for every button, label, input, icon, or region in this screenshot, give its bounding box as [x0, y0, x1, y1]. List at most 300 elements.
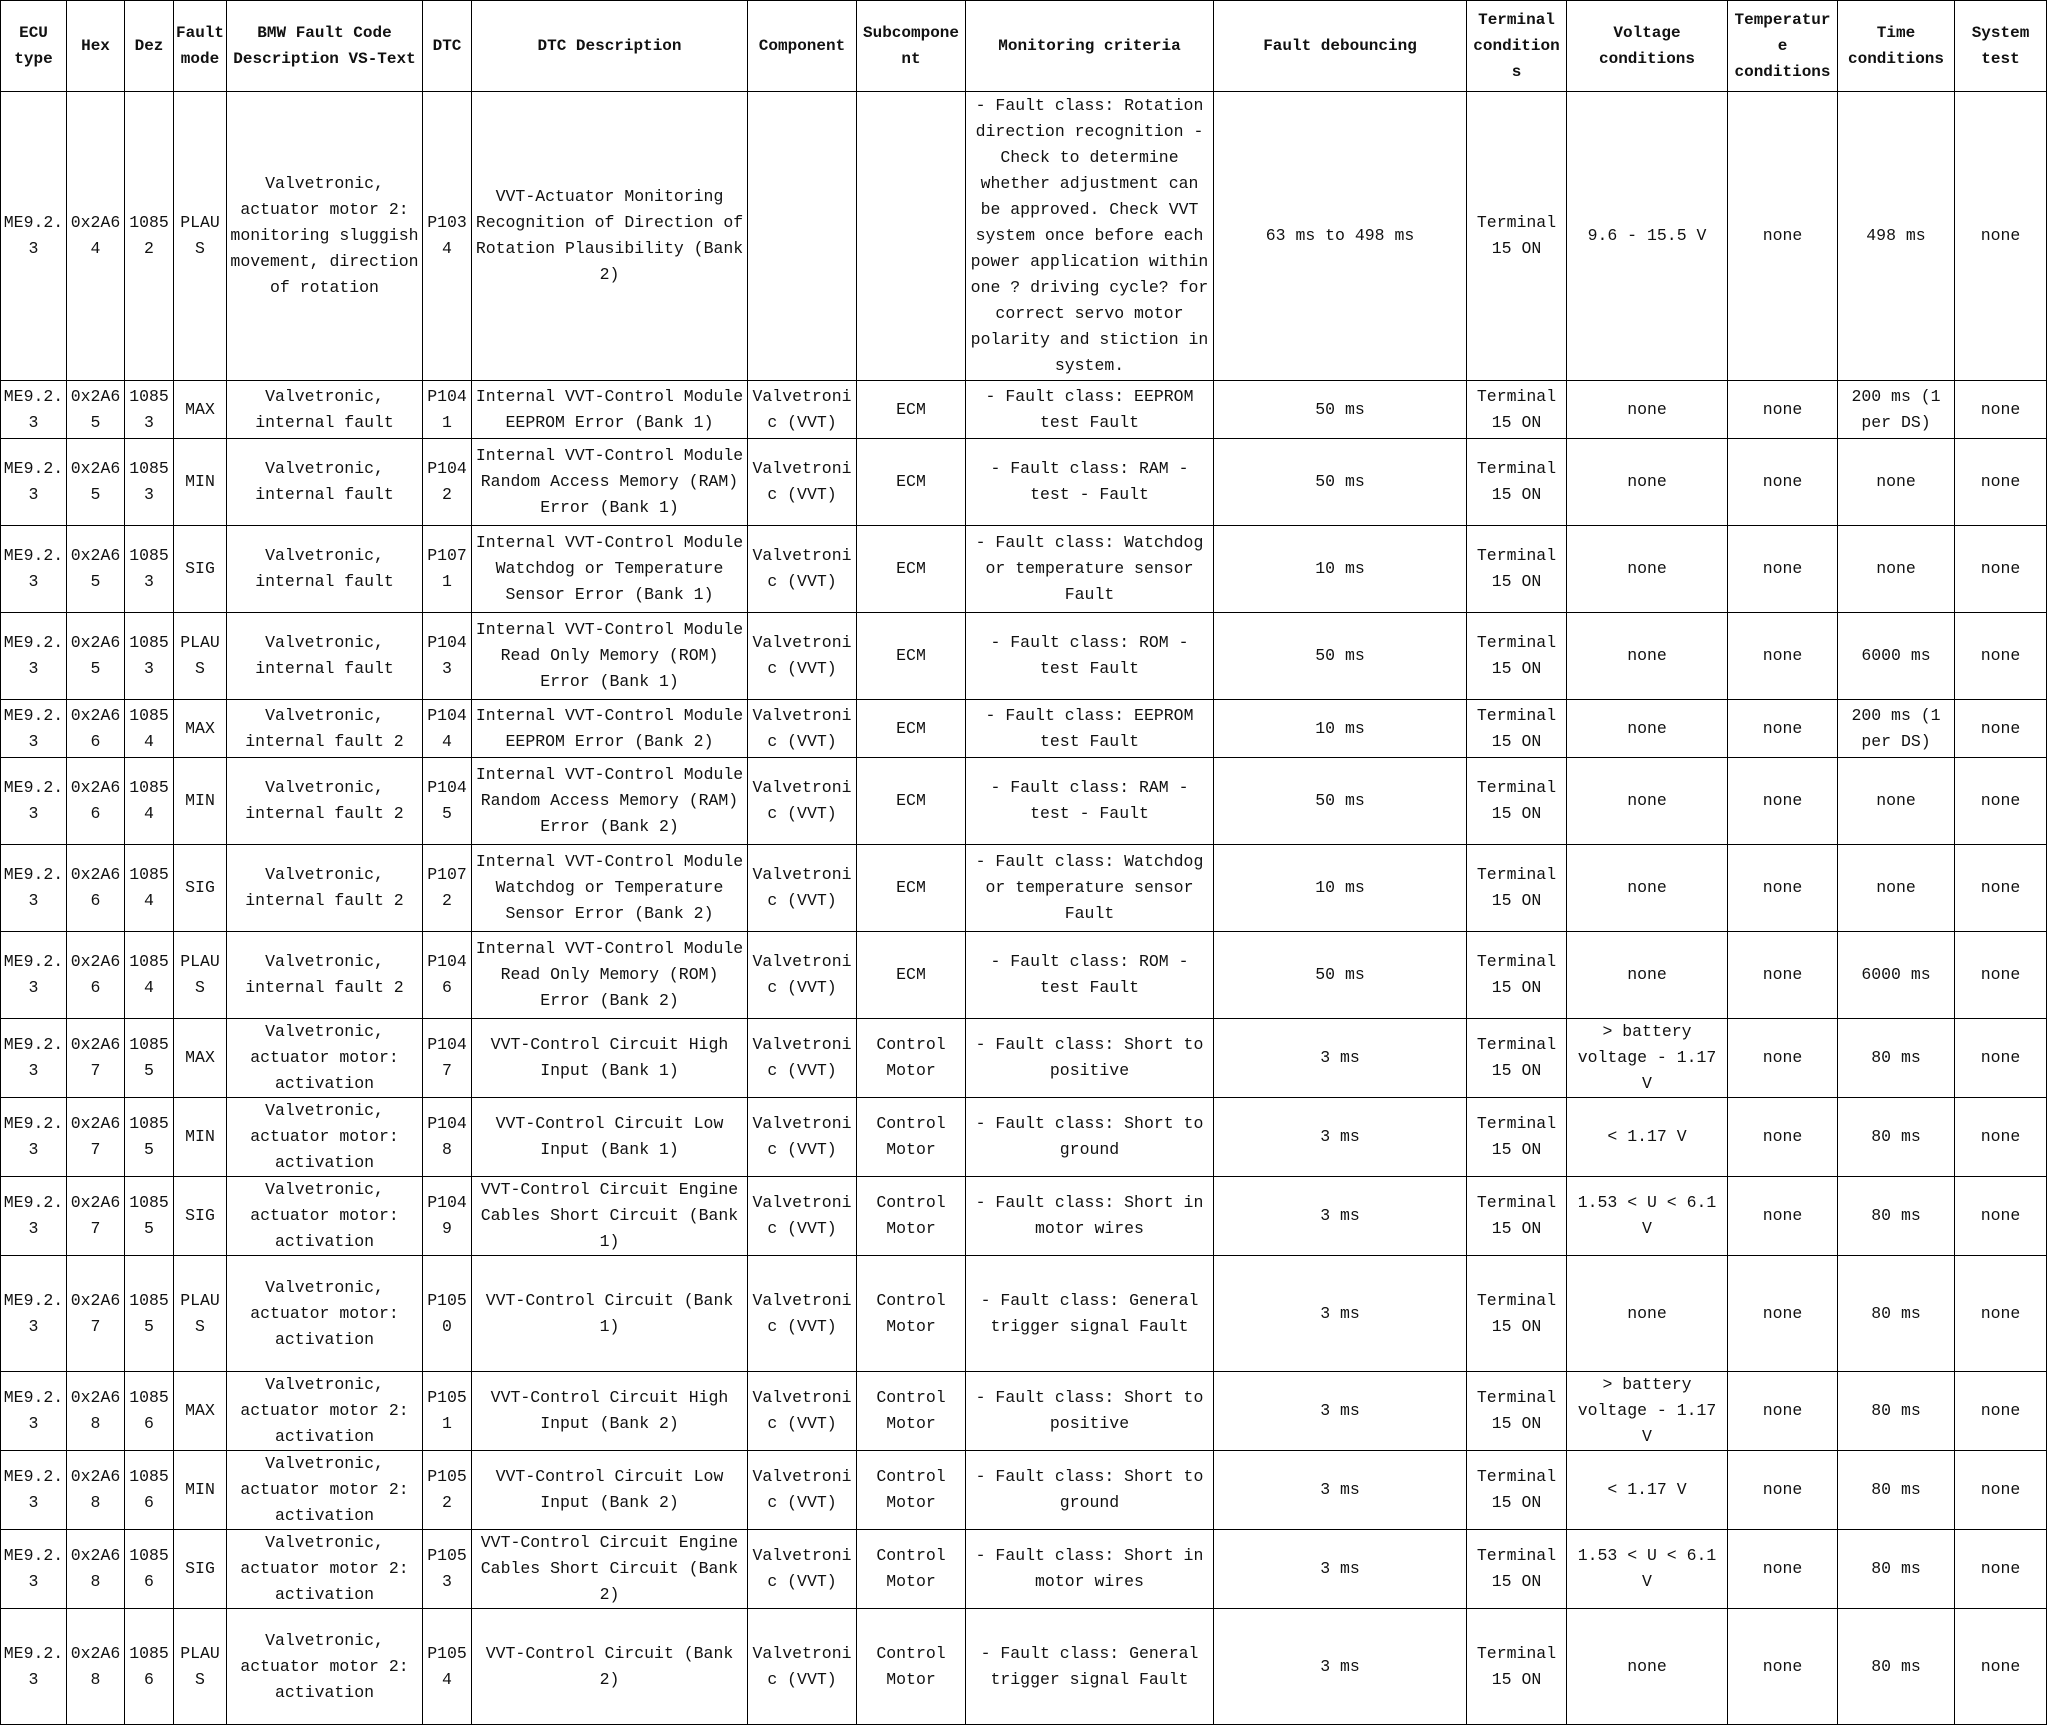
cell-dtc-description: VVT-Control Circuit (Bank 1) — [472, 1256, 748, 1372]
cell-fault-mode: SIG — [174, 526, 227, 613]
cell-fault-debouncing: 50 ms — [1214, 381, 1467, 439]
cell-dez: 10853 — [125, 613, 174, 700]
cell-dtc-description: Internal VVT-Control Module EEPROM Error (Bank 1) — [472, 381, 748, 439]
cell-monitoring-criteria: - Fault class: General trigger signal Fault — [966, 1609, 1214, 1725]
table-row — [1, 1372, 2047, 1451]
cell-monitoring-criteria: - Fault class: Rotation direction recognition - Check to determine whether adjustment can be approved. Check VVT system once before each power application within one ? driving cycle? for correct servo motor polarity and stiction in system. — [966, 92, 1214, 381]
table-row — [1, 1451, 2047, 1530]
cell-temperature-conditions: none — [1728, 1177, 1838, 1256]
cell-system-test: none — [1955, 1530, 2047, 1609]
cell-component: Valvetronic (VVT) — [748, 1530, 857, 1609]
cell-fault-mode: MIN — [174, 1451, 227, 1530]
cell-voltage-conditions: 1.53 < U < 6.1 V — [1567, 1177, 1728, 1256]
cell-bmw-description: Valvetronic, internal fault — [227, 613, 423, 700]
cell-hex: 0x2A66 — [67, 932, 125, 1019]
cell-fault-mode: PLAUS — [174, 1256, 227, 1372]
cell-ecu-type: ME9.2.3 — [1, 526, 67, 613]
cell-time-conditions: 80 ms — [1838, 1256, 1955, 1372]
cell-dtc: P1049 — [423, 1177, 472, 1256]
cell-fault-mode: SIG — [174, 1177, 227, 1256]
cell-component: Valvetronic (VVT) — [748, 1019, 857, 1098]
cell-system-test: none — [1955, 1372, 2047, 1451]
cell-terminal-conditions: Terminal 15 ON — [1467, 1019, 1567, 1098]
cell-dtc-description: Internal VVT-Control Module EEPROM Error (Bank 2) — [472, 700, 748, 758]
cell-ecu-type: ME9.2.3 — [1, 1019, 67, 1098]
cell-hex: 0x2A65 — [67, 439, 125, 526]
cell-subcomponent: ECM — [857, 526, 966, 613]
cell-time-conditions: none — [1838, 439, 1955, 526]
column-header-voltage-conditions: Voltage conditions — [1567, 1, 1728, 92]
table-row — [1, 439, 2047, 526]
cell-fault-debouncing: 3 ms — [1214, 1177, 1467, 1256]
cell-fault-mode: SIG — [174, 845, 227, 932]
cell-dtc: P1052 — [423, 1451, 472, 1530]
cell-bmw-description: Valvetronic, internal fault — [227, 439, 423, 526]
cell-terminal-conditions: Terminal 15 ON — [1467, 1256, 1567, 1372]
cell-time-conditions: 6000 ms — [1838, 613, 1955, 700]
cell-component: Valvetronic (VVT) — [748, 1177, 857, 1256]
cell-dtc: P1041 — [423, 381, 472, 439]
cell-component: Valvetronic (VVT) — [748, 1609, 857, 1725]
cell-dtc: P1054 — [423, 1609, 472, 1725]
table-row — [1, 700, 2047, 758]
cell-subcomponent: ECM — [857, 758, 966, 845]
cell-terminal-conditions: Terminal 15 ON — [1467, 1530, 1567, 1609]
cell-dtc-description: VVT-Control Circuit Low Input (Bank 2) — [472, 1451, 748, 1530]
cell-component: Valvetronic (VVT) — [748, 758, 857, 845]
cell-bmw-description: Valvetronic, actuator motor 2: activation — [227, 1372, 423, 1451]
cell-fault-debouncing: 3 ms — [1214, 1256, 1467, 1372]
cell-monitoring-criteria: - Fault class: ROM - test Fault — [966, 613, 1214, 700]
cell-dez: 10853 — [125, 381, 174, 439]
cell-bmw-description: Valvetronic, actuator motor: activation — [227, 1177, 423, 1256]
column-header-fault-mode: Fault mode — [174, 1, 227, 92]
cell-hex: 0x2A65 — [67, 526, 125, 613]
cell-terminal-conditions: Terminal 15 ON — [1467, 845, 1567, 932]
cell-system-test: none — [1955, 1177, 2047, 1256]
cell-time-conditions: 80 ms — [1838, 1098, 1955, 1177]
cell-dtc-description: Internal VVT-Control Module Random Access Memory (RAM) Error (Bank 1) — [472, 439, 748, 526]
cell-system-test: none — [1955, 613, 2047, 700]
cell-dez: 10855 — [125, 1019, 174, 1098]
cell-component: Valvetronic (VVT) — [748, 932, 857, 1019]
cell-fault-mode: MAX — [174, 381, 227, 439]
cell-bmw-description: Valvetronic, actuator motor 2: activation — [227, 1609, 423, 1725]
cell-terminal-conditions: Terminal 15 ON — [1467, 92, 1567, 381]
column-header-time-conditions: Time conditions — [1838, 1, 1955, 92]
cell-subcomponent: ECM — [857, 439, 966, 526]
cell-ecu-type: ME9.2.3 — [1, 1372, 67, 1451]
cell-fault-debouncing: 3 ms — [1214, 1019, 1467, 1098]
cell-dez: 10855 — [125, 1256, 174, 1372]
cell-dez: 10855 — [125, 1177, 174, 1256]
cell-temperature-conditions: none — [1728, 1019, 1838, 1098]
cell-ecu-type: ME9.2.3 — [1, 1177, 67, 1256]
cell-temperature-conditions: none — [1728, 613, 1838, 700]
cell-hex: 0x2A65 — [67, 613, 125, 700]
cell-subcomponent: Control Motor — [857, 1256, 966, 1372]
cell-terminal-conditions: Terminal 15 ON — [1467, 1177, 1567, 1256]
cell-monitoring-criteria: - Fault class: Short to ground — [966, 1098, 1214, 1177]
cell-hex: 0x2A65 — [67, 381, 125, 439]
cell-voltage-conditions: none — [1567, 1609, 1728, 1725]
cell-ecu-type: ME9.2.3 — [1, 613, 67, 700]
column-header-terminal-conditions: Terminal conditions — [1467, 1, 1567, 92]
cell-dtc-description: VVT-Control Circuit Engine Cables Short Circuit (Bank 1) — [472, 1177, 748, 1256]
cell-fault-mode: MAX — [174, 700, 227, 758]
cell-time-conditions: none — [1838, 526, 1955, 613]
cell-fault-debouncing: 3 ms — [1214, 1372, 1467, 1451]
cell-voltage-conditions: none — [1567, 845, 1728, 932]
cell-bmw-description: Valvetronic, actuator motor: activation — [227, 1098, 423, 1177]
cell-temperature-conditions: none — [1728, 1098, 1838, 1177]
cell-time-conditions: 80 ms — [1838, 1530, 1955, 1609]
cell-monitoring-criteria: - Fault class: EEPROM test Fault — [966, 700, 1214, 758]
table-row — [1, 613, 2047, 700]
cell-temperature-conditions: none — [1728, 92, 1838, 381]
cell-dtc: P1072 — [423, 845, 472, 932]
cell-hex: 0x2A68 — [67, 1530, 125, 1609]
cell-bmw-description: Valvetronic, internal fault 2 — [227, 845, 423, 932]
cell-voltage-conditions: none — [1567, 381, 1728, 439]
table-row — [1, 932, 2047, 1019]
cell-fault-debouncing: 10 ms — [1214, 526, 1467, 613]
cell-bmw-description: Valvetronic, internal fault — [227, 381, 423, 439]
cell-ecu-type: ME9.2.3 — [1, 92, 67, 381]
cell-fault-mode: MIN — [174, 1098, 227, 1177]
table-row — [1, 845, 2047, 932]
cell-subcomponent: Control Motor — [857, 1019, 966, 1098]
cell-system-test: none — [1955, 932, 2047, 1019]
cell-dtc-description: VVT-Control Circuit High Input (Bank 2) — [472, 1372, 748, 1451]
cell-hex: 0x2A66 — [67, 758, 125, 845]
cell-component: Valvetronic (VVT) — [748, 613, 857, 700]
cell-component: Valvetronic (VVT) — [748, 381, 857, 439]
cell-system-test: none — [1955, 1256, 2047, 1372]
column-header-component: Component — [748, 1, 857, 92]
cell-temperature-conditions: none — [1728, 439, 1838, 526]
cell-dez: 10854 — [125, 758, 174, 845]
cell-system-test: none — [1955, 526, 2047, 613]
table-row — [1, 1098, 2047, 1177]
cell-fault-mode: PLAUS — [174, 932, 227, 1019]
cell-monitoring-criteria: - Fault class: Watchdog or temperature sensor Fault — [966, 526, 1214, 613]
cell-time-conditions: none — [1838, 845, 1955, 932]
cell-voltage-conditions: 1.53 < U < 6.1 V — [1567, 1530, 1728, 1609]
table-row — [1, 1019, 2047, 1098]
table-row — [1, 381, 2047, 439]
cell-terminal-conditions: Terminal 15 ON — [1467, 1609, 1567, 1725]
cell-terminal-conditions: Terminal 15 ON — [1467, 381, 1567, 439]
cell-temperature-conditions: none — [1728, 381, 1838, 439]
cell-fault-debouncing: 50 ms — [1214, 758, 1467, 845]
cell-time-conditions: 80 ms — [1838, 1451, 1955, 1530]
cell-system-test: none — [1955, 845, 2047, 932]
cell-ecu-type: ME9.2.3 — [1, 439, 67, 526]
cell-dez: 10856 — [125, 1609, 174, 1725]
column-header-ecu-type: ECU type — [1, 1, 67, 92]
cell-fault-debouncing: 50 ms — [1214, 932, 1467, 1019]
cell-fault-debouncing: 50 ms — [1214, 439, 1467, 526]
table-row — [1, 526, 2047, 613]
cell-system-test: none — [1955, 439, 2047, 526]
cell-dtc: P1053 — [423, 1530, 472, 1609]
cell-terminal-conditions: Terminal 15 ON — [1467, 439, 1567, 526]
cell-voltage-conditions: < 1.17 V — [1567, 1098, 1728, 1177]
cell-temperature-conditions: none — [1728, 1256, 1838, 1372]
cell-dtc-description: Internal VVT-Control Module Read Only Memory (ROM) Error (Bank 2) — [472, 932, 748, 1019]
cell-monitoring-criteria: - Fault class: Short to positive — [966, 1019, 1214, 1098]
cell-dtc-description: VVT-Control Circuit Engine Cables Short Circuit (Bank 2) — [472, 1530, 748, 1609]
cell-system-test: none — [1955, 1019, 2047, 1098]
cell-subcomponent: Control Motor — [857, 1177, 966, 1256]
cell-dez: 10856 — [125, 1451, 174, 1530]
cell-subcomponent: Control Motor — [857, 1609, 966, 1725]
cell-time-conditions: 6000 ms — [1838, 932, 1955, 1019]
cell-fault-mode: MAX — [174, 1019, 227, 1098]
cell-monitoring-criteria: - Fault class: RAM - test - Fault — [966, 758, 1214, 845]
cell-bmw-description: Valvetronic, internal fault 2 — [227, 700, 423, 758]
cell-temperature-conditions: none — [1728, 1372, 1838, 1451]
cell-system-test: none — [1955, 92, 2047, 381]
cell-dtc: P1044 — [423, 700, 472, 758]
cell-dtc-description: Internal VVT-Control Module Watchdog or Temperature Sensor Error (Bank 2) — [472, 845, 748, 932]
cell-ecu-type: ME9.2.3 — [1, 381, 67, 439]
cell-terminal-conditions: Terminal 15 ON — [1467, 1372, 1567, 1451]
cell-time-conditions: 200 ms (1 per DS) — [1838, 700, 1955, 758]
cell-bmw-description: Valvetronic, actuator motor: activation — [227, 1256, 423, 1372]
cell-terminal-conditions: Terminal 15 ON — [1467, 700, 1567, 758]
cell-dtc-description: VVT-Actuator Monitoring Recognition of Direction of Rotation Plausibility (Bank 2) — [472, 92, 748, 381]
cell-subcomponent: ECM — [857, 845, 966, 932]
cell-fault-mode: MAX — [174, 1372, 227, 1451]
cell-voltage-conditions: none — [1567, 758, 1728, 845]
column-header-bmw-description: BMW Fault Code Description VS-Text — [227, 1, 423, 92]
cell-terminal-conditions: Terminal 15 ON — [1467, 932, 1567, 1019]
cell-ecu-type: ME9.2.3 — [1, 845, 67, 932]
cell-dtc: P1042 — [423, 439, 472, 526]
cell-bmw-description: Valvetronic, internal fault — [227, 526, 423, 613]
cell-bmw-description: Valvetronic, actuator motor 2: monitoring sluggish movement, direction of rotation — [227, 92, 423, 381]
cell-hex: 0x2A64 — [67, 92, 125, 381]
cell-hex: 0x2A68 — [67, 1372, 125, 1451]
cell-voltage-conditions: none — [1567, 700, 1728, 758]
cell-hex: 0x2A67 — [67, 1019, 125, 1098]
cell-fault-mode: MIN — [174, 439, 227, 526]
cell-voltage-conditions: 9.6 - 15.5 V — [1567, 92, 1728, 381]
cell-component — [748, 92, 857, 381]
cell-time-conditions: none — [1838, 758, 1955, 845]
cell-fault-mode: PLAUS — [174, 613, 227, 700]
cell-fault-debouncing: 50 ms — [1214, 613, 1467, 700]
cell-terminal-conditions: Terminal 15 ON — [1467, 1451, 1567, 1530]
cell-ecu-type: ME9.2.3 — [1, 1530, 67, 1609]
cell-dtc: P1051 — [423, 1372, 472, 1451]
cell-ecu-type: ME9.2.3 — [1, 1609, 67, 1725]
cell-dez: 10854 — [125, 932, 174, 1019]
cell-hex: 0x2A66 — [67, 700, 125, 758]
cell-temperature-conditions: none — [1728, 758, 1838, 845]
column-header-dtc: DTC — [423, 1, 472, 92]
cell-monitoring-criteria: - Fault class: Short to positive — [966, 1372, 1214, 1451]
cell-fault-mode: MIN — [174, 758, 227, 845]
cell-temperature-conditions: none — [1728, 845, 1838, 932]
cell-temperature-conditions: none — [1728, 1451, 1838, 1530]
cell-temperature-conditions: none — [1728, 526, 1838, 613]
cell-system-test: none — [1955, 1609, 2047, 1725]
table-row — [1, 92, 2047, 381]
cell-hex: 0x2A68 — [67, 1609, 125, 1725]
cell-monitoring-criteria: - Fault class: Short to ground — [966, 1451, 1214, 1530]
cell-subcomponent: Control Motor — [857, 1372, 966, 1451]
cell-dtc: P1048 — [423, 1098, 472, 1177]
cell-monitoring-criteria: - Fault class: EEPROM test Fault — [966, 381, 1214, 439]
cell-system-test: none — [1955, 1098, 2047, 1177]
cell-dtc: P1043 — [423, 613, 472, 700]
cell-subcomponent: ECM — [857, 932, 966, 1019]
cell-hex: 0x2A67 — [67, 1177, 125, 1256]
cell-dtc: P1071 — [423, 526, 472, 613]
cell-ecu-type: ME9.2.3 — [1, 932, 67, 1019]
cell-dtc: P1046 — [423, 932, 472, 1019]
cell-subcomponent: Control Motor — [857, 1530, 966, 1609]
cell-subcomponent: Control Motor — [857, 1098, 966, 1177]
cell-time-conditions: 80 ms — [1838, 1372, 1955, 1451]
cell-monitoring-criteria: - Fault class: General trigger signal Fault — [966, 1256, 1214, 1372]
table-row — [1, 1177, 2047, 1256]
cell-ecu-type: ME9.2.3 — [1, 700, 67, 758]
cell-dtc-description: VVT-Control Circuit High Input (Bank 1) — [472, 1019, 748, 1098]
cell-fault-debouncing: 63 ms to 498 ms — [1214, 92, 1467, 381]
cell-component: Valvetronic (VVT) — [748, 1098, 857, 1177]
cell-component: Valvetronic (VVT) — [748, 845, 857, 932]
cell-time-conditions: 80 ms — [1838, 1177, 1955, 1256]
cell-component: Valvetronic (VVT) — [748, 1372, 857, 1451]
table-row — [1, 1530, 2047, 1609]
cell-voltage-conditions: none — [1567, 1256, 1728, 1372]
cell-subcomponent: ECM — [857, 613, 966, 700]
cell-fault-mode: PLAUS — [174, 92, 227, 381]
cell-system-test: none — [1955, 758, 2047, 845]
column-header-monitoring-criteria: Monitoring criteria — [966, 1, 1214, 92]
table-row — [1, 1609, 2047, 1725]
cell-subcomponent: Control Motor — [857, 1451, 966, 1530]
column-header-dtc-description: DTC Description — [472, 1, 748, 92]
cell-terminal-conditions: Terminal 15 ON — [1467, 758, 1567, 845]
cell-dtc-description: Internal VVT-Control Module Watchdog or Temperature Sensor Error (Bank 1) — [472, 526, 748, 613]
cell-fault-debouncing: 3 ms — [1214, 1098, 1467, 1177]
cell-hex: 0x2A67 — [67, 1256, 125, 1372]
cell-dtc: P1050 — [423, 1256, 472, 1372]
header-row — [1, 1, 2047, 92]
table-row — [1, 758, 2047, 845]
cell-temperature-conditions: none — [1728, 700, 1838, 758]
cell-component: Valvetronic (VVT) — [748, 1256, 857, 1372]
cell-fault-debouncing: 3 ms — [1214, 1530, 1467, 1609]
cell-dez: 10854 — [125, 845, 174, 932]
cell-dtc: P1034 — [423, 92, 472, 381]
cell-monitoring-criteria: - Fault class: ROM - test Fault — [966, 932, 1214, 1019]
cell-dez: 10854 — [125, 700, 174, 758]
cell-fault-debouncing: 10 ms — [1214, 700, 1467, 758]
table-header — [1, 1, 2047, 92]
cell-component: Valvetronic (VVT) — [748, 526, 857, 613]
cell-dez: 10853 — [125, 526, 174, 613]
cell-dtc-description: Internal VVT-Control Module Read Only Memory (ROM) Error (Bank 1) — [472, 613, 748, 700]
cell-ecu-type: ME9.2.3 — [1, 758, 67, 845]
cell-dtc: P1047 — [423, 1019, 472, 1098]
cell-fault-debouncing: 3 ms — [1214, 1609, 1467, 1725]
cell-hex: 0x2A66 — [67, 845, 125, 932]
cell-terminal-conditions: Terminal 15 ON — [1467, 613, 1567, 700]
cell-fault-debouncing: 10 ms — [1214, 845, 1467, 932]
cell-monitoring-criteria: - Fault class: Short in motor wires — [966, 1177, 1214, 1256]
cell-fault-mode: SIG — [174, 1530, 227, 1609]
cell-fault-mode: PLAUS — [174, 1609, 227, 1725]
cell-ecu-type: ME9.2.3 — [1, 1256, 67, 1372]
cell-bmw-description: Valvetronic, actuator motor: activation — [227, 1019, 423, 1098]
column-header-dez: Dez — [125, 1, 174, 92]
cell-terminal-conditions: Terminal 15 ON — [1467, 1098, 1567, 1177]
cell-time-conditions: 80 ms — [1838, 1019, 1955, 1098]
cell-temperature-conditions: none — [1728, 932, 1838, 1019]
column-header-temperature-conditions: Temperature conditions — [1728, 1, 1838, 92]
cell-bmw-description: Valvetronic, internal fault 2 — [227, 758, 423, 845]
cell-voltage-conditions: none — [1567, 932, 1728, 1019]
column-header-system-test: System test — [1955, 1, 2047, 92]
cell-dez: 10853 — [125, 439, 174, 526]
cell-subcomponent: ECM — [857, 381, 966, 439]
cell-bmw-description: Valvetronic, internal fault 2 — [227, 932, 423, 1019]
table-body — [1, 92, 2047, 1725]
cell-hex: 0x2A67 — [67, 1098, 125, 1177]
cell-dez: 10856 — [125, 1372, 174, 1451]
column-header-subcomponent: Subcomponent — [857, 1, 966, 92]
cell-dtc-description: VVT-Control Circuit (Bank 2) — [472, 1609, 748, 1725]
cell-voltage-conditions: none — [1567, 526, 1728, 613]
cell-voltage-conditions: > battery voltage - 1.17 V — [1567, 1019, 1728, 1098]
column-header-hex: Hex — [67, 1, 125, 92]
cell-dtc-description: VVT-Control Circuit Low Input (Bank 1) — [472, 1098, 748, 1177]
cell-monitoring-criteria: - Fault class: Watchdog or temperature sensor Fault — [966, 845, 1214, 932]
cell-system-test: none — [1955, 381, 2047, 439]
cell-voltage-conditions: < 1.17 V — [1567, 1451, 1728, 1530]
cell-monitoring-criteria: - Fault class: RAM - test - Fault — [966, 439, 1214, 526]
cell-subcomponent — [857, 92, 966, 381]
cell-hex: 0x2A68 — [67, 1451, 125, 1530]
cell-voltage-conditions: none — [1567, 439, 1728, 526]
cell-ecu-type: ME9.2.3 — [1, 1098, 67, 1177]
cell-time-conditions: 498 ms — [1838, 92, 1955, 381]
cell-component: Valvetronic (VVT) — [748, 439, 857, 526]
cell-bmw-description: Valvetronic, actuator motor 2: activation — [227, 1451, 423, 1530]
cell-component: Valvetronic (VVT) — [748, 1451, 857, 1530]
cell-temperature-conditions: none — [1728, 1609, 1838, 1725]
cell-dez: 10855 — [125, 1098, 174, 1177]
cell-bmw-description: Valvetronic, actuator motor 2: activation — [227, 1530, 423, 1609]
cell-time-conditions: 80 ms — [1838, 1609, 1955, 1725]
cell-fault-debouncing: 3 ms — [1214, 1451, 1467, 1530]
table-row — [1, 1256, 2047, 1372]
cell-voltage-conditions: none — [1567, 613, 1728, 700]
cell-component: Valvetronic (VVT) — [748, 700, 857, 758]
cell-voltage-conditions: > battery voltage - 1.17 V — [1567, 1372, 1728, 1451]
cell-monitoring-criteria: - Fault class: Short in motor wires — [966, 1530, 1214, 1609]
cell-system-test: none — [1955, 700, 2047, 758]
cell-dtc-description: Internal VVT-Control Module Random Access Memory (RAM) Error (Bank 2) — [472, 758, 748, 845]
cell-terminal-conditions: Terminal 15 ON — [1467, 526, 1567, 613]
cell-ecu-type: ME9.2.3 — [1, 1451, 67, 1530]
